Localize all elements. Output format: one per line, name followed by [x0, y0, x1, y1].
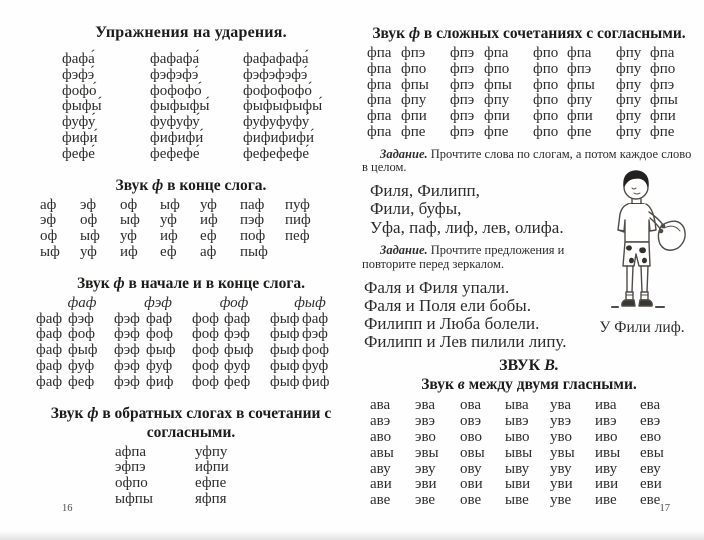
section-heading-f-end — [28, 176, 354, 195]
syllable-cell: ыф — [80, 228, 100, 245]
syllable-cell: фпэ — [401, 45, 426, 61]
syllable-cell: фпа — [567, 45, 592, 61]
table-row — [367, 46, 699, 62]
syllable-cell: пуф — [285, 196, 310, 213]
syllable-cell: увы — [550, 444, 575, 461]
syllable-cell: ифпи — [195, 459, 229, 476]
section-heading-sound-v — [362, 356, 696, 375]
text-segment: Звук — [76, 274, 114, 292]
syllable-cell: фуф — [302, 357, 329, 374]
syllable-cell: ыф — [160, 196, 180, 213]
syllable-cell: уф — [160, 212, 177, 229]
syllable-cell: паф — [240, 196, 265, 213]
table-row — [62, 99, 322, 115]
syllable-cell: фпу — [616, 108, 642, 125]
table-row — [62, 131, 322, 147]
table-row — [36, 327, 348, 343]
syllable-cell: фэф — [114, 342, 140, 359]
syllable-cell: оф — [40, 228, 58, 245]
table-row — [115, 492, 275, 508]
syllable-cell: ови — [460, 476, 483, 493]
syllable-cell: фпо — [533, 123, 559, 140]
text-segment: ф — [113, 274, 125, 292]
syllable-cell: фпо — [650, 60, 676, 77]
syllable-cell: фпа — [367, 108, 392, 125]
boy-with-garment-illustration — [594, 168, 690, 316]
syllable-cell: фафафафа́ — [243, 51, 309, 67]
syllable-cell: ыво — [505, 429, 530, 446]
syllable-cell: еф — [160, 243, 177, 260]
f-reverse-syllables-table — [115, 445, 275, 508]
syllable-cell: фэф — [302, 326, 328, 343]
syllable-cell: фуфу́ — [62, 114, 96, 131]
syllable-cell: фпа — [650, 45, 675, 61]
syllable-cell: авы — [370, 444, 394, 461]
syllable-cell: фоф — [192, 357, 219, 374]
text-segment: ЗВУК — [499, 357, 545, 375]
syllable-cell: пэф — [240, 212, 265, 229]
syllable-cell: фоф — [146, 326, 173, 343]
text-segment: Задание. — [380, 146, 428, 161]
syllable-cell: иво — [595, 429, 618, 446]
syllable-cell: иви — [595, 476, 619, 493]
syllable-cell: фпе — [484, 123, 509, 140]
syllable-cell: аво — [370, 429, 392, 446]
table-row — [370, 477, 685, 493]
syllable-cell: евы — [640, 444, 664, 461]
syllable-cell: ыву — [505, 460, 530, 477]
syllable-cell: иф — [120, 243, 138, 260]
syllable-cell: оф — [120, 196, 138, 213]
syllable-cell: ефпе — [195, 475, 227, 492]
syllable-cell: фаф — [146, 310, 173, 327]
syllable-cell: фпу — [616, 92, 642, 109]
syllable-cell: иф — [200, 212, 218, 229]
text-segment: ф — [87, 404, 99, 422]
syllable-cell: фпе — [401, 123, 426, 140]
syllable-cell: фпо — [533, 108, 559, 125]
syllable-cell: фефе́ — [62, 145, 95, 162]
page-title: Упражнения на ударения. — [95, 24, 287, 41]
syllable-cell: пиф — [285, 212, 311, 229]
syllable-cell: увэ — [550, 413, 572, 430]
syllable-cell: фоф — [192, 342, 219, 359]
table-row — [115, 460, 275, 476]
syllable-cell: фафафа́ — [150, 51, 200, 67]
f-begin-end-syllables-table — [36, 312, 348, 391]
syllable-cell: фпы — [484, 76, 512, 93]
syllable-cell: уву — [550, 460, 572, 477]
syllable-cell — [285, 245, 330, 261]
table-row — [367, 125, 699, 141]
table-row — [367, 93, 699, 109]
syllable-cell: уф — [80, 243, 97, 260]
syllable-cell: фыф — [146, 342, 176, 359]
syllable-cell: фаф — [36, 310, 63, 327]
figure-caption: У Фили лиф. — [599, 319, 685, 336]
table-row — [40, 245, 330, 261]
table-row — [370, 430, 685, 446]
syllable-cell: эви — [415, 476, 437, 493]
table-row — [367, 78, 699, 94]
section-heading-f-begin-end — [28, 274, 354, 293]
syllable-cell: фпэ — [450, 76, 475, 93]
syllable-cell: еф — [200, 228, 217, 245]
syllable-cell: фпэ — [567, 60, 592, 77]
section-heading-f-complex — [362, 24, 696, 43]
syllable-cell: фуф — [146, 357, 173, 374]
syllable-cell: ыф — [120, 212, 140, 229]
syllable-cell: фэф — [224, 326, 250, 343]
syllable-cell: фэфэфэ́ — [150, 66, 199, 83]
syllable-cell: фыф — [68, 342, 98, 359]
syllable-cell: аф — [40, 196, 57, 213]
syllable-cell: фоф — [192, 373, 219, 390]
text-line: Уфа, паф, лиф, лев, олифа. — [370, 217, 564, 237]
syllable-cell: ива — [595, 397, 617, 414]
syllable-cell: фофофофо́ — [243, 82, 312, 99]
syllable-cell: фыф — [270, 310, 300, 327]
syllable-cell: эва — [415, 397, 435, 414]
syllable-cell: фифифифи́ — [243, 129, 314, 146]
syllable-cell: фаф — [36, 326, 63, 343]
table-row — [367, 62, 699, 78]
text-segment: ф — [408, 25, 421, 42]
syllable-cell: фаф — [36, 357, 63, 374]
syllable-cell: аве — [370, 492, 391, 509]
syllable-cell: фпэ — [450, 123, 475, 140]
table-row — [40, 198, 330, 214]
syllable-cell: фпа — [484, 45, 509, 61]
syllable-cell: фэф — [144, 294, 172, 311]
text-line: Фили, буфы, — [370, 199, 462, 219]
syllable-cell: уф — [120, 228, 137, 245]
syllable-cell: эво — [415, 429, 436, 446]
f-begin-end-header-row — [44, 296, 348, 312]
text-segment: Звук — [372, 25, 409, 42]
syllable-cell: иву — [595, 460, 618, 477]
syllable-cell: фоф — [302, 342, 329, 359]
syllable-cell: ывы — [505, 444, 533, 461]
syllable-cell: ыве — [505, 492, 529, 509]
syllable-cell: фпи — [650, 108, 676, 125]
syllable-cell: фофофо́ — [150, 82, 202, 99]
page-number-left: 16 — [62, 503, 73, 514]
text-line: Филипп и Люба болели. — [364, 313, 540, 333]
text-segment: Звук — [115, 176, 153, 194]
syllable-cell: фефефе́ — [150, 145, 200, 162]
syllable-cell: пыф — [240, 243, 268, 260]
syllable-cell: фыф — [224, 342, 254, 359]
table-row — [62, 147, 322, 163]
syllable-cell: фуфуфуфу́ — [243, 114, 310, 131]
syllable-cell: фпа — [367, 60, 392, 77]
syllable-cell: фпэ — [650, 76, 675, 93]
text-line: Фаля и Поля ели бобы. — [364, 296, 531, 316]
syllable-cell: фпу — [567, 92, 593, 109]
table-row — [36, 343, 348, 359]
page-right — [362, 0, 696, 540]
text-segment: в — [457, 376, 465, 394]
syllable-cell: еве — [640, 492, 661, 509]
table-row — [62, 52, 322, 68]
table-row — [40, 229, 330, 245]
syllable-cell: фаф — [67, 294, 97, 311]
syllable-cell: фиф — [302, 373, 330, 390]
syllable-cell: фпо — [533, 60, 559, 77]
syllable-cell: феф — [68, 373, 95, 390]
text-segment: Задание. — [380, 243, 428, 258]
syllable-cell: эве — [415, 492, 436, 509]
syllable-cell: ову — [460, 460, 482, 477]
syllable-cell: евэ — [640, 413, 661, 430]
syllable-cell: ева — [640, 397, 661, 414]
syllable-cell: фпэ — [450, 45, 475, 61]
syllable-cell: фоф — [219, 294, 249, 311]
syllable-cell: фаф — [36, 373, 63, 390]
syllable-cell: фпо — [533, 92, 559, 109]
syllable-cell: фуфуфу́ — [150, 114, 200, 131]
syllable-cell: эвы — [415, 444, 439, 461]
syllable-cell: фпы — [567, 76, 595, 93]
text-line: Филипп и Лев пилили липу. — [364, 331, 567, 351]
syllable-cell: еву — [640, 460, 661, 477]
text-segment: в конце слога. — [163, 176, 267, 194]
syllable-cell: авэ — [370, 413, 391, 430]
syllable-cell: фпа — [367, 92, 392, 109]
syllable-cell: ево — [640, 429, 662, 446]
task-text — [362, 243, 564, 271]
syllable-cell: яфпя — [195, 490, 227, 507]
syllable-cell: фыф — [270, 357, 300, 374]
table-row — [36, 359, 348, 375]
syllable-cell: фуф — [224, 357, 251, 374]
table-row — [370, 493, 685, 509]
syllable-cell: ове — [460, 492, 482, 509]
syllable-cell: фпы — [650, 92, 678, 109]
syllable-cell: фэф — [114, 357, 140, 374]
syllable-cell: ивэ — [595, 413, 617, 430]
syllable-cell: иве — [595, 492, 617, 509]
syllable-cell: фаф — [36, 342, 63, 359]
syllable-cell: фпу — [616, 76, 642, 93]
syllable-cell: ывэ — [505, 413, 529, 430]
syllable-cell: фпа — [367, 76, 392, 93]
syllable-cell: эфпэ — [115, 459, 146, 476]
syllable-cell: ова — [460, 397, 482, 414]
syllable-cell: фоф — [68, 326, 95, 343]
syllable-cell: овэ — [460, 413, 482, 430]
syllable-cell: фоф — [192, 310, 219, 327]
syllable-cell: фпо — [401, 60, 427, 77]
syllable-cell: фэф — [114, 326, 140, 343]
syllable-cell: уво — [550, 429, 572, 446]
table-row — [367, 109, 699, 125]
table-row — [40, 213, 330, 229]
sentence-list — [364, 279, 610, 350]
syllable-cell: поф — [240, 228, 266, 245]
syllable-cell: фпе — [650, 123, 675, 140]
syllable-cell: ава — [370, 397, 391, 414]
syllable-cell: эвэ — [415, 413, 435, 430]
syllable-cell: фофо́ — [62, 82, 97, 99]
text-segment: в обратных слогах в сочетании с согласными. — [98, 404, 332, 441]
stress-syllables-table — [62, 52, 322, 163]
syllable-cell: фиф — [146, 373, 174, 390]
syllable-cell: уви — [550, 476, 573, 493]
syllable-cell: фпу — [484, 92, 510, 109]
table-row — [115, 476, 275, 492]
table-row — [370, 446, 685, 462]
text-segment: Прочтите предложения и повторите перед зеркалом. — [362, 243, 565, 271]
table-row — [115, 445, 275, 461]
table-row — [370, 398, 685, 414]
syllable-cell: уф — [200, 196, 217, 213]
syllable-cell: эф — [80, 196, 97, 213]
table-row — [62, 68, 322, 84]
table-row — [36, 375, 348, 391]
syllable-cell: фпи — [567, 108, 593, 125]
book-bottom-edge — [0, 531, 704, 540]
syllable-cell: фпо — [484, 60, 510, 77]
syllable-cell: афпа — [115, 443, 147, 460]
syllable-cell: фыфыфы́ — [150, 98, 210, 115]
syllable-cell: уве — [550, 492, 572, 509]
syllable-cell: эф — [40, 212, 57, 229]
table-row — [370, 462, 685, 478]
syllable-cell: фпо — [533, 45, 559, 61]
table-row — [36, 312, 348, 328]
syllable-cell: фуф — [68, 357, 95, 374]
syllable-cell: фпы — [401, 76, 429, 93]
text-line: Филя, Филипп, — [370, 180, 480, 200]
syllable-cell: ыва — [505, 397, 529, 414]
syllable-cell: фэф — [68, 310, 94, 327]
syllable-cell: фпэ — [450, 92, 475, 109]
syllable-cell: фаф — [302, 310, 329, 327]
text-segment: в сложных сочетаниях с согласными. — [420, 25, 686, 42]
syllable-cell: фпи — [484, 108, 510, 125]
syllable-cell: фаф — [224, 310, 251, 327]
syllable-cell: ово — [460, 429, 482, 446]
syllable-cell: фэфэфэфэ́ — [243, 66, 308, 83]
syllable-cell: фыф — [294, 294, 326, 311]
syllable-cell: фоф — [192, 326, 219, 343]
syllable-cell: овы — [460, 444, 485, 461]
syllable-cell: фпе — [567, 123, 592, 140]
syllable-cell: фпу — [616, 123, 642, 140]
syllable-cell: фпо — [533, 76, 559, 93]
syllable-cell: фпэ — [450, 108, 475, 125]
syllable-cell: ува — [550, 397, 572, 414]
syllable-cell: феф — [224, 373, 251, 390]
syllable-cell: фефефефе́ — [243, 145, 310, 162]
text-segment: Звук — [421, 376, 458, 394]
table-row — [62, 115, 322, 131]
syllable-cell: фэф — [114, 373, 140, 390]
syllable-cell: ыф — [40, 243, 60, 260]
syllable-cell: ыфпы — [115, 490, 153, 507]
syllable-cell: фыф — [270, 342, 300, 359]
syllable-cell: фыфыфыфы́ — [243, 98, 323, 115]
section-subheading-v-between-vowels — [362, 375, 696, 394]
f-end-syllables-table — [40, 198, 330, 261]
text-line: Фаля и Филя упали. — [364, 278, 510, 298]
syllable-cell: аву — [370, 460, 391, 477]
syllable-cell: пеф — [285, 228, 310, 245]
syllable-cell: эву — [415, 460, 436, 477]
page-left — [28, 0, 354, 540]
syllable-cell: фэфэ́ — [62, 66, 95, 83]
syllable-cell: фыф — [270, 326, 300, 343]
syllable-cell: ивы — [595, 444, 621, 461]
syllable-cell: офпо — [115, 475, 148, 492]
syllable-cell: фифи́ — [62, 129, 98, 146]
syllable-cell: фафа́ — [62, 51, 95, 67]
text-segment: в начале и в конце слога. — [124, 274, 306, 292]
syllable-cell: фэф — [114, 310, 140, 327]
figure-boy — [588, 168, 696, 337]
syllable-cell: фпа — [367, 45, 392, 61]
table-row — [370, 414, 685, 430]
syllable-cell: фпа — [367, 123, 392, 140]
f-complex-syllables-table — [367, 46, 699, 141]
text-segment: В. — [544, 357, 559, 375]
syllable-cell: ави — [370, 476, 392, 493]
v-between-vowels-table — [370, 398, 685, 509]
syllable-cell: еви — [640, 476, 662, 493]
syllable-cell: фыфы́ — [62, 98, 102, 115]
page-number-right: 17 — [659, 503, 670, 514]
syllable-cell: ыви — [505, 476, 531, 493]
section-heading-f-reverse — [28, 404, 354, 442]
syllable-cell: фыф — [270, 373, 300, 390]
syllable-cell: иф — [160, 228, 178, 245]
text-segment: между двумя гласными. — [464, 376, 637, 394]
syllable-cell: фифифи́ — [150, 129, 204, 146]
text-segment: ф — [152, 176, 164, 194]
syllable-cell: оф — [80, 212, 98, 229]
text-segment: Прочтите слова по слогам, а потом каждое слово в целом. — [362, 146, 692, 175]
syllable-cell: фпу — [401, 92, 427, 109]
syllable-cell: фпэ — [450, 60, 475, 77]
syllable-cell: фпу — [616, 45, 642, 61]
table-row — [44, 296, 348, 312]
syllable-cell: аф — [200, 243, 217, 260]
syllable-cell: фпи — [401, 108, 427, 125]
syllable-cell: уфпу — [195, 443, 228, 460]
text-segment: Звук — [50, 404, 88, 422]
syllable-cell: фпу — [616, 60, 642, 77]
task-paragraph-2 — [362, 244, 577, 271]
